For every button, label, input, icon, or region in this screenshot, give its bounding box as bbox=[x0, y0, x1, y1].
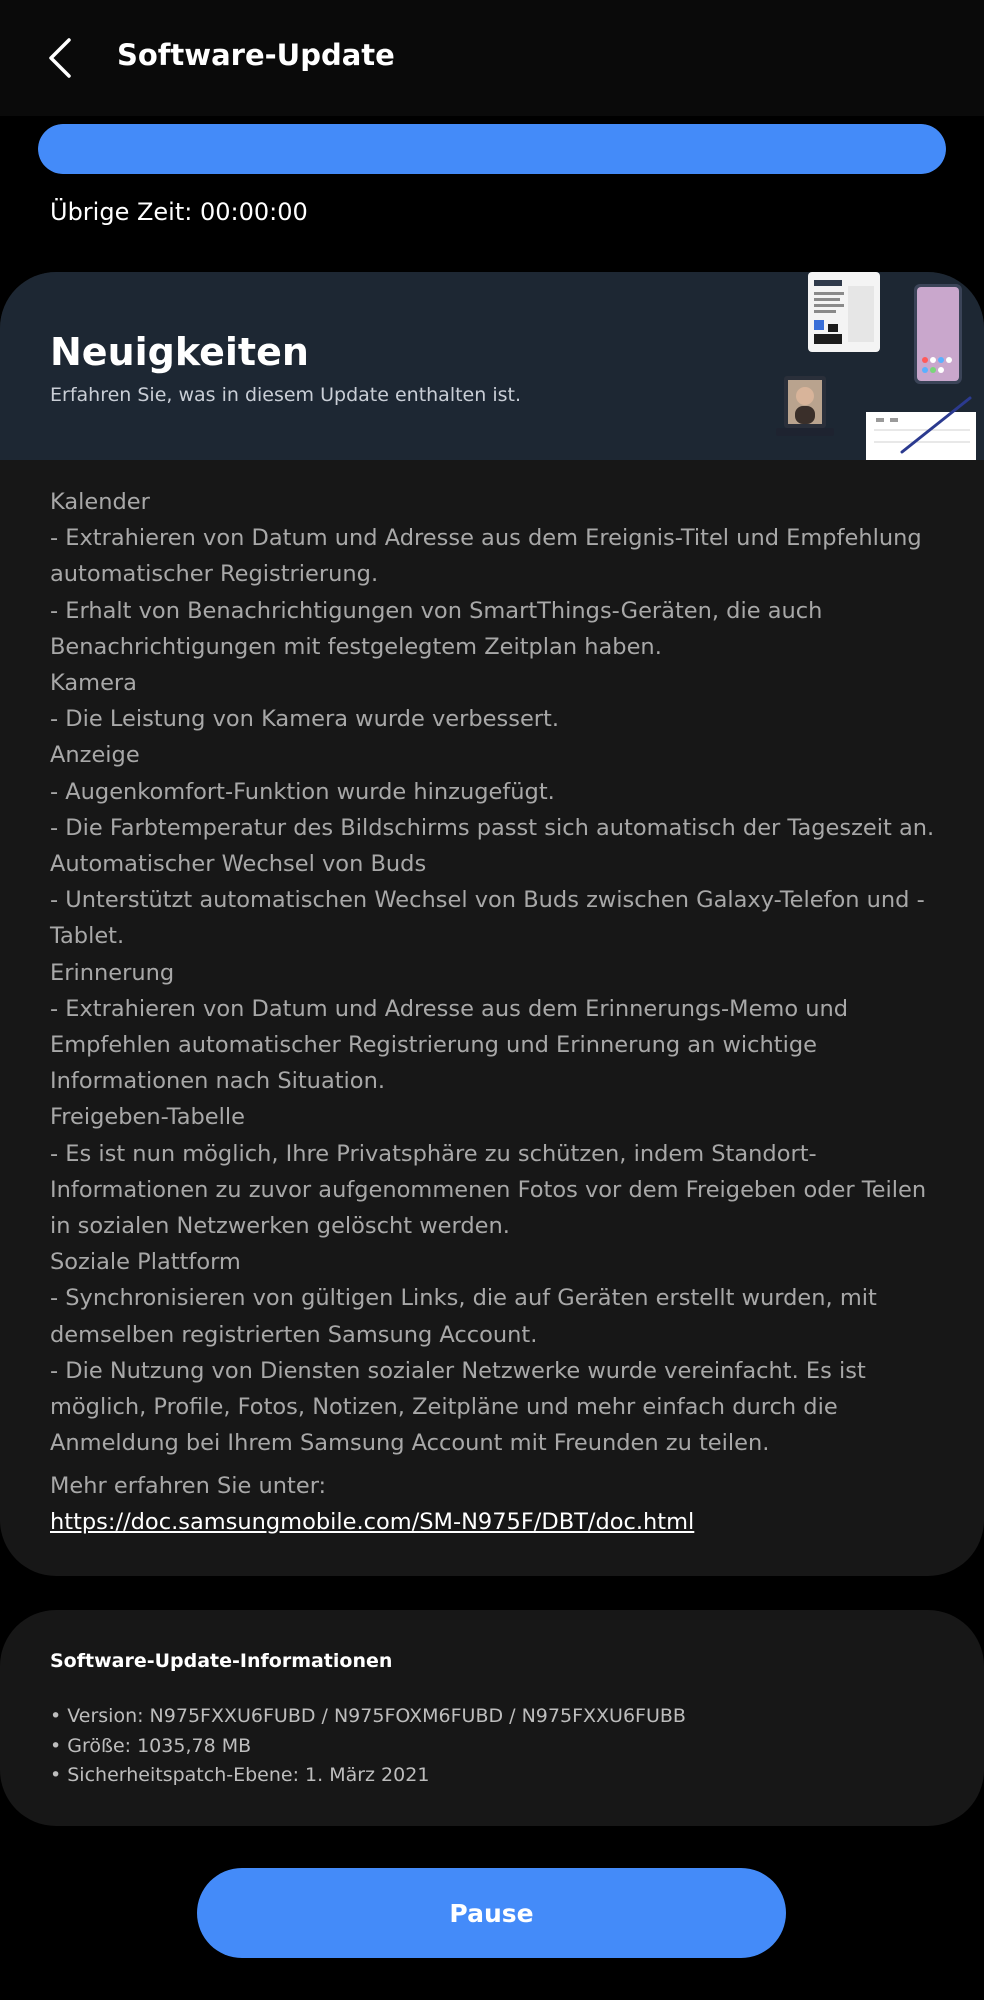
changelog-text: Kalender - Extrahieren von Datum und Adresse aus dem Ereignis-Titel und Empfehlung automatischer Registrierung. - Erhalt von Benachrichtigungen von SmartThings-Geräten, die auch Benachrichtigungen mit festgelegtem Zeitplan haben. Kamera - Die Leistung von Kamera wurde verbessert. Anzeige - Augenkomfort-Funktion wurde hinzugefügt. - Die Farbtemperatur des Bildschirms passt sich automatisch der Tageszeit an. Automatischer Wechsel von Buds - Unterstützt automatischen Wechsel von Buds zwischen Galaxy-Telefon und -Tablet. Erinnerung - Extrahieren von Datum und Adresse aus dem Erinnerungs-Memo und Empfehlen automatischer Registrierung und Erinnerung an wichtige Informationen nach Situation. Freigeben-Tabelle - Es ist nun möglich, Ihre Privatsphäre zu schützen, indem Standort-Informationen zu zuvor aufgenommenen Fotos vor dem Freigeben oder Teilen in sozialen Netzwerken gelöscht werden. Soziale Plattform - Synchronisieren von gültigen Links, die auf Geräten erstellt wurden, mit demselben registrierten Samsung Account. - Die Nutzung von Diensten sozialer Netzwerke wurde vereinfacht. Es ist möglich, Profile, Fotos, Notizen, Zeitpläne und mehr einfach durch die Anmeldung bei Ihrem Samsung Account mit Freunden zu teilen. bbox=[50, 489, 935, 1457]
devices-illustration bbox=[770, 272, 984, 460]
progress-fill bbox=[38, 124, 946, 174]
news-card bbox=[0, 272, 984, 1576]
info-list bbox=[50, 1702, 686, 1791]
laptop-illustration bbox=[776, 376, 834, 436]
back-button[interactable] bbox=[30, 28, 90, 88]
news-title: Neuigkeiten bbox=[50, 330, 309, 374]
news-banner bbox=[0, 272, 984, 460]
news-subtitle: Erfahren Sie, was in diesem Update enthalten ist. bbox=[50, 384, 521, 406]
pause-button[interactable]: Pause bbox=[197, 1868, 786, 1958]
chevron-left-icon bbox=[45, 36, 75, 80]
learn-more-block bbox=[50, 1468, 950, 1540]
doc-link[interactable]: https://doc.samsungmobile.com/SM-N975F/DBT/doc.html bbox=[50, 1509, 695, 1536]
app-header bbox=[0, 0, 984, 116]
learn-more-label: Mehr erfahren Sie unter: bbox=[50, 1473, 327, 1499]
info-title: Software-Update-Informationen bbox=[50, 1650, 393, 1672]
version-line: • Version: N975FXXU6FUBD / N975FOXM6FUBD / N975FXXU6FUBB bbox=[50, 1705, 686, 1727]
security-patch-line: • Sicherheitspatch-Ebene: 1. März 2021 bbox=[50, 1764, 430, 1786]
size-line: • Größe: 1035,78 MB bbox=[50, 1734, 252, 1757]
page-title: Software-Update bbox=[117, 38, 395, 72]
update-info-card bbox=[0, 1610, 984, 1826]
tablet-illustration bbox=[808, 272, 880, 352]
remaining-time: Übrige Zeit: 00:00:00 bbox=[50, 198, 308, 226]
notebook-illustration bbox=[866, 398, 976, 460]
download-progress-bar bbox=[38, 124, 946, 174]
phone-illustration bbox=[914, 284, 962, 384]
